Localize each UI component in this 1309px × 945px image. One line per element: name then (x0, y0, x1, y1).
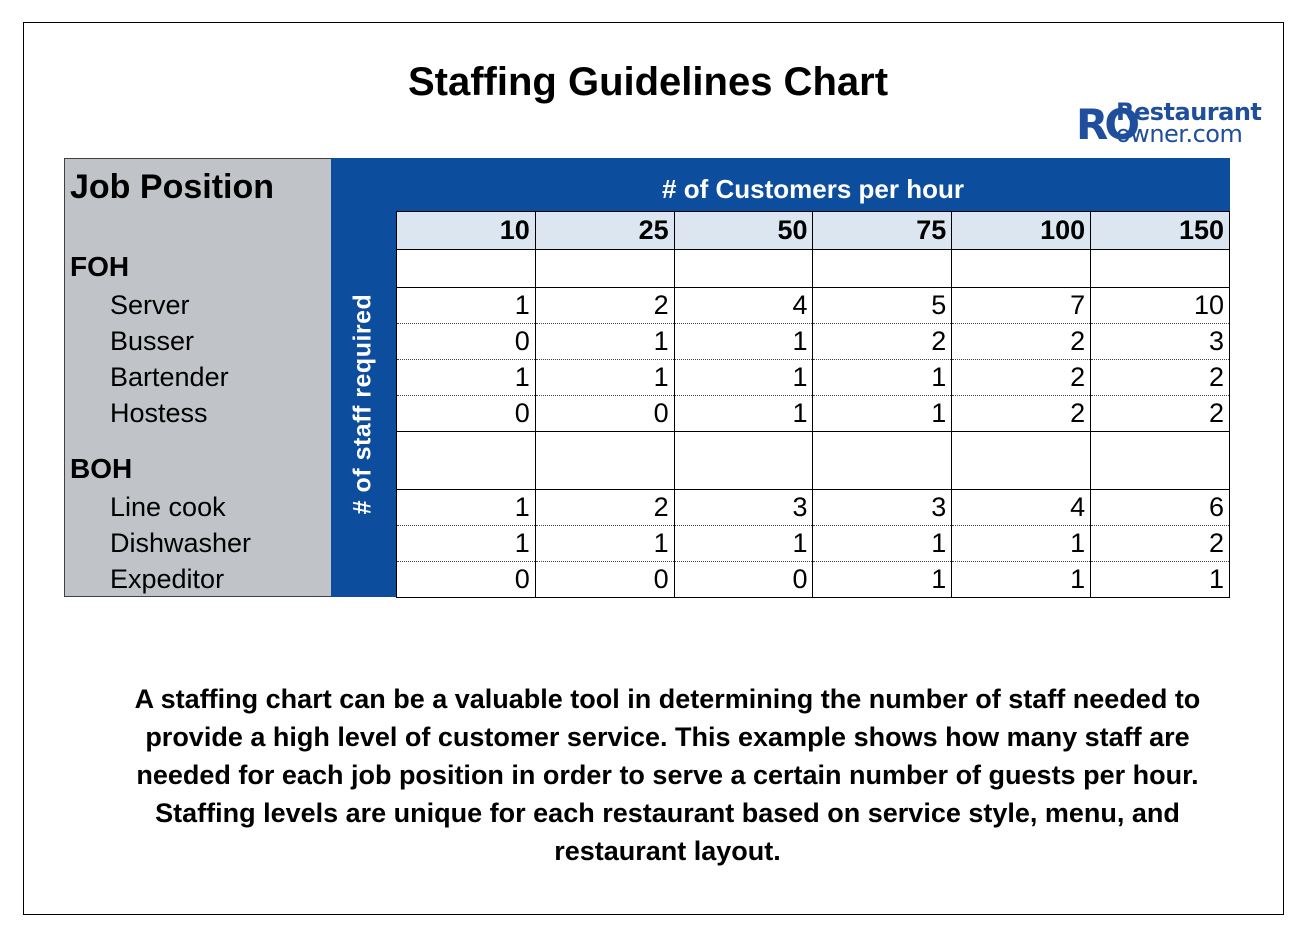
table-cell (1091, 432, 1230, 490)
table-cell (535, 432, 674, 490)
table-cell (674, 432, 813, 490)
column-header: 10 (397, 212, 536, 250)
table-cell: 1 (535, 324, 674, 360)
table-cell: 0 (397, 324, 536, 360)
table-cell: 0 (674, 562, 813, 598)
logo-line-1: Restaurant (1116, 98, 1262, 126)
table-cell: 1 (397, 490, 536, 526)
table-cell (397, 250, 536, 288)
table-cell (952, 432, 1091, 490)
table-cell: 0 (397, 396, 536, 432)
table-cell (397, 432, 536, 490)
table-row (397, 396, 1230, 432)
table-cell: 1 (397, 360, 536, 396)
table-cell (674, 250, 813, 288)
table-cell: 1 (535, 526, 674, 562)
position-label-bartender: Bartender (110, 362, 229, 392)
table-cell: 0 (397, 562, 536, 598)
table-cell: 1 (674, 396, 813, 432)
table-cell: 6 (1091, 490, 1230, 526)
table-cell: 1 (397, 288, 536, 324)
customers-per-hour-header: # of Customers per hour (662, 174, 964, 204)
table-cell (535, 250, 674, 288)
section-spacer-row (397, 432, 1230, 490)
table-cell: 2 (535, 288, 674, 324)
table-cell: 2 (535, 490, 674, 526)
table-cell: 1 (813, 360, 952, 396)
table-row (397, 324, 1230, 360)
table-cell: 1 (674, 324, 813, 360)
table-cell: 1 (813, 526, 952, 562)
table-cell: 2 (813, 324, 952, 360)
position-label-line-cook: Line cook (110, 492, 226, 522)
position-label-hostess: Hostess (110, 398, 208, 428)
section-spacer-row (397, 250, 1230, 288)
page-title: Staffing Guidelines Chart (407, 60, 889, 104)
table-cell: 3 (1091, 324, 1230, 360)
column-header: 75 (813, 212, 952, 250)
restaurant-owner-logo (1076, 98, 1262, 151)
table-cell: 4 (952, 490, 1091, 526)
table-cell: 3 (813, 490, 952, 526)
table-cell: 2 (1091, 360, 1230, 396)
column-header-row (397, 212, 1230, 250)
position-label-expeditor: Expeditor (110, 564, 225, 594)
description-paragraph: A staffing chart can be a valuable tool in determining the number of staff needed to provide a high level of customer service. This example shows how many staff are needed for each job position in order to serve a certain number of guests per hour. Staffing levels are unique for each restaurant based on service style, menu, and restaurant layout. (134, 684, 1201, 866)
table-cell: 0 (535, 562, 674, 598)
table-cell: 10 (1091, 288, 1230, 324)
table-cell: 2 (1091, 396, 1230, 432)
table-cell: 1 (952, 562, 1091, 598)
table-cell (1091, 250, 1230, 288)
table-cell: 1 (813, 396, 952, 432)
table-cell: 4 (674, 288, 813, 324)
table-row (397, 562, 1230, 598)
table-cell: 2 (1091, 526, 1230, 562)
table-cell: 1 (1091, 562, 1230, 598)
table-cell: 1 (397, 526, 536, 562)
table-cell: 2 (952, 324, 1091, 360)
table-cell: 7 (952, 288, 1091, 324)
position-label-dishwasher: Dishwasher (110, 528, 252, 558)
table-row (397, 490, 1230, 526)
logo-line-2: owner.com (1116, 120, 1243, 148)
table-cell: 1 (952, 526, 1091, 562)
table-cell: 0 (535, 396, 674, 432)
section-label-foh: FOH (70, 251, 130, 282)
table-cell (813, 250, 952, 288)
column-header: 150 (1091, 212, 1230, 250)
table-cell (813, 432, 952, 490)
table-cell: 2 (952, 396, 1091, 432)
table-cell: 1 (813, 562, 952, 598)
table-cell (952, 250, 1091, 288)
table-cell: 2 (952, 360, 1091, 396)
column-header: 50 (674, 212, 813, 250)
table-row (397, 288, 1230, 324)
logo-wordmark (1116, 98, 1262, 148)
section-label-boh: BOH (70, 453, 133, 484)
table-cell: 1 (674, 360, 813, 396)
column-header: 25 (535, 212, 674, 250)
table-cell: 1 (535, 360, 674, 396)
table-cell: 5 (813, 288, 952, 324)
position-label-server: Server (110, 290, 190, 320)
table-cell: 3 (674, 490, 813, 526)
table-cell: 1 (674, 526, 813, 562)
job-position-header: Job Position (70, 168, 274, 206)
staffing-table (396, 211, 1230, 598)
table-row (397, 360, 1230, 396)
table-row (397, 526, 1230, 562)
column-header: 100 (952, 212, 1091, 250)
position-label-busser: Busser (110, 326, 195, 356)
staff-required-label: # of staff required (348, 293, 377, 515)
logo-mark: RO (1076, 100, 1137, 149)
